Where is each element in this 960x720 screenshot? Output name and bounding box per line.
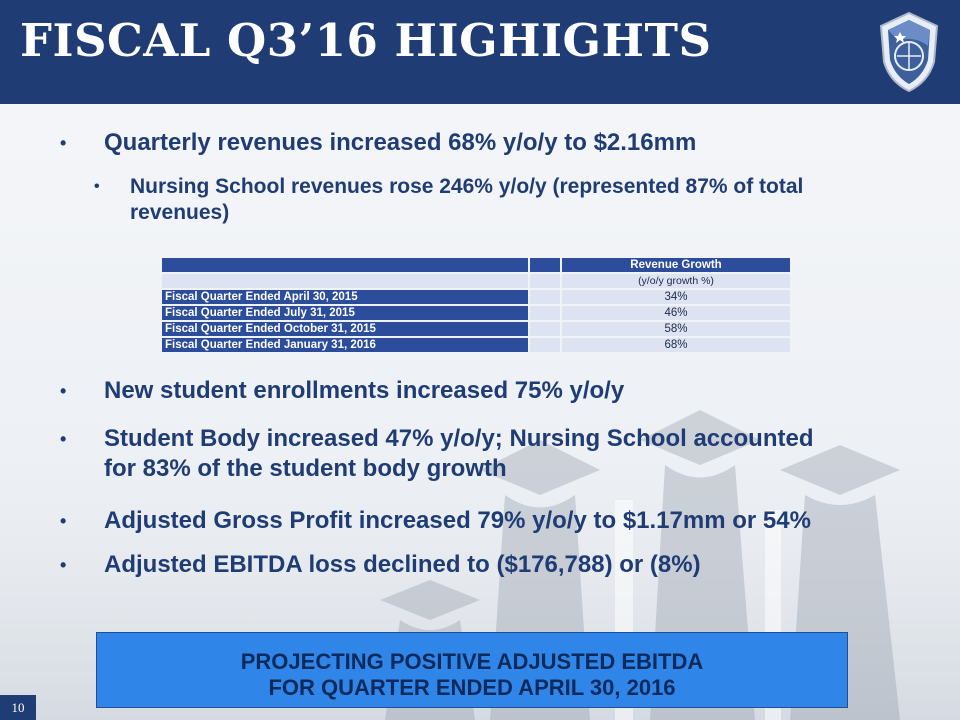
row-spacer [530, 306, 560, 320]
table-subheader-blank [162, 274, 528, 288]
row-label: Fiscal Quarter Ended October 31, 2015 [162, 322, 528, 336]
callout-line-2: FOR QUARTER ENDED APRIL 30, 2016 [268, 675, 676, 700]
bullet-text-cont: for 83% of the student body growth [104, 455, 507, 482]
bullet-text: Adjusted Gross Profit increased 79% y/o/y to $1.17mm or 54% [104, 507, 811, 534]
bullet-text-cont: revenues) [130, 201, 230, 224]
row-label: Fiscal Quarter Ended April 30, 2015 [162, 290, 528, 304]
bullet-text: Student Body increased 47% y/o/y; Nursing School accounted [104, 425, 814, 452]
table-row [162, 290, 790, 304]
row-label: Fiscal Quarter Ended January 31, 2016 [162, 338, 528, 352]
title-bar [0, 0, 960, 104]
bullet-icon: • [60, 381, 67, 401]
row-spacer [530, 322, 560, 336]
bullet-text: Quarterly revenues increased 68% y/o/y to $2.16mm [104, 129, 697, 156]
table-header-blank [530, 258, 560, 272]
bullet-icon: • [60, 133, 67, 153]
bullet-item [60, 506, 811, 536]
table-row [162, 322, 790, 336]
bullet-icon: • [60, 429, 67, 449]
shield-logo-icon [878, 10, 940, 94]
bullet-item [60, 376, 624, 406]
row-spacer [530, 338, 560, 352]
bullet-item [60, 550, 701, 580]
table-subheader-blank [530, 274, 560, 288]
row-value: 68% [562, 338, 790, 352]
row-label: Fiscal Quarter Ended July 31, 2015 [162, 306, 528, 320]
page-number: 10 [0, 695, 36, 720]
row-value: 34% [562, 290, 790, 304]
table-header-revenue-growth: Revenue Growth [562, 258, 790, 272]
row-value: 46% [562, 306, 790, 320]
bullet-text: Adjusted EBITDA loss declined to ($176,788) or (8%) [104, 551, 701, 578]
bullet-icon: • [60, 511, 67, 531]
table-subheader-units: (y/o/y growth %) [562, 274, 790, 288]
slide-title: FISCAL Q3’16 HIGHIGHTS [20, 14, 712, 67]
row-value: 58% [562, 322, 790, 336]
callout-line-1: PROJECTING POSITIVE ADJUSTED EBITDA [240, 649, 704, 674]
sub-bullet-item [94, 174, 803, 226]
bullet-icon: • [60, 555, 67, 575]
revenue-growth-table [160, 256, 792, 354]
table-row [162, 338, 790, 352]
projection-callout-box [96, 632, 848, 708]
table-row [162, 306, 790, 320]
bullet-item [60, 128, 696, 158]
row-spacer [530, 290, 560, 304]
bullet-text: New student enrollments increased 75% y/o/y [104, 377, 625, 404]
bullet-item [60, 424, 813, 484]
bullet-icon: • [94, 178, 100, 195]
bullet-text: Nursing School revenues rose 246% y/o/y (represented 87% of total [130, 175, 804, 198]
table-header-blank [162, 258, 528, 272]
